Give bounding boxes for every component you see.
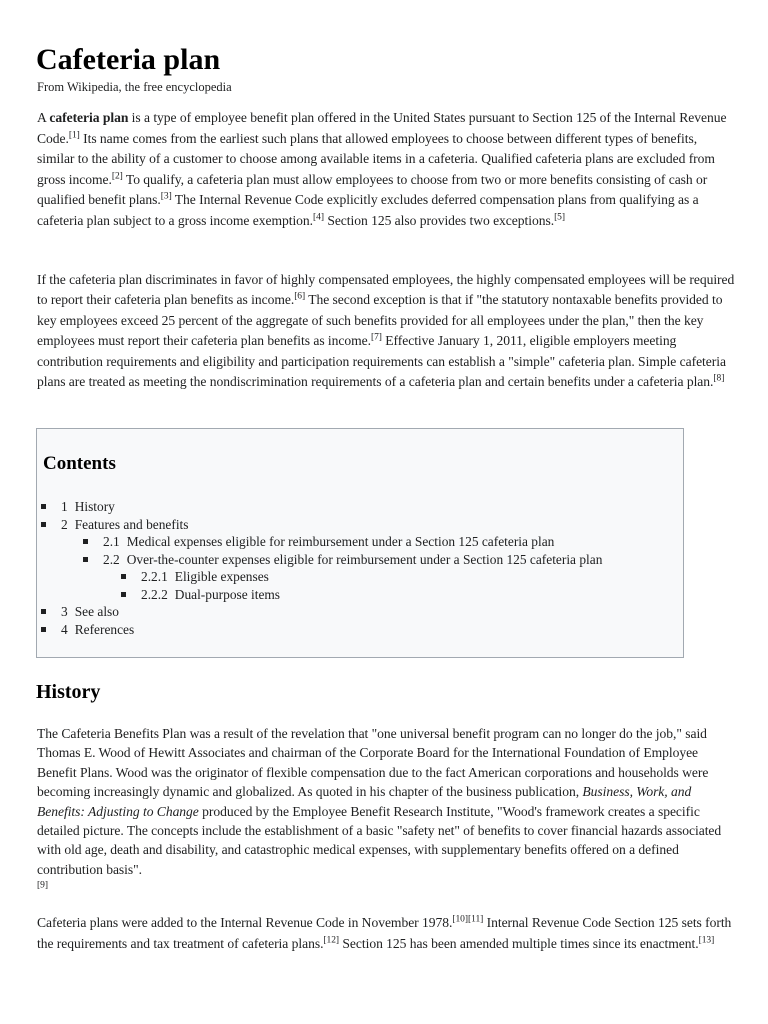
toc-label: Features and benefits — [74, 516, 189, 532]
section-heading-history: History — [36, 681, 101, 703]
toc-label: Eligible expenses — [174, 569, 269, 584]
publication-title: Business, Work, and Benefits: Adjusting to Change — [37, 784, 692, 819]
table-of-contents — [36, 428, 684, 658]
paragraph-text: The second exception is that if "the statutory nontaxable benefits provided to key employees exceed 25 percent of the aggregate of such benefits provided for all employees under the plan," then the key employees must report their cafeteria plan benefits as income. — [37, 292, 723, 349]
exceptions-paragraph — [37, 270, 737, 392]
toc-item-see-also[interactable] — [61, 603, 602, 621]
intro-text: Section 125 also provides two exceptions. — [323, 212, 555, 228]
bullet-icon — [121, 592, 126, 597]
citation-link[interactable]: [7] — [370, 332, 382, 343]
citation-link[interactable]: [8] — [713, 373, 725, 384]
citation-link[interactable]: [10] — [452, 914, 468, 925]
toc-label: Dual-purpose items — [174, 586, 281, 602]
toc-list — [61, 498, 602, 638]
intro-text: Its name comes from the earliest such plans that allowed employees to choose between different types of benefits, similar to the ability of a customer to choose among available items in a cafeteria. Qualified cafeteria plans are excluded from gross income. — [37, 130, 715, 187]
toc-number: 2.2.2 — [141, 586, 168, 602]
toc-number: 2.1 — [103, 534, 120, 549]
citation-link[interactable]: [13] — [698, 935, 715, 946]
intro-text: A — [37, 110, 50, 125]
paragraph-text: The Cafeteria Benefits Plan was a result of the revelation that "one universal benefit program can no longer do the job," said Thomas E. Wood of Hewitt Associates and chairman of the Corporate Board for the International Foundation of Employee Benefit Plans. Wood was the originator of flexible compensation due to the fact American corporations and households were becoming increasingly dynamic and globalized. As quoted in his chapter of the business publication, — [37, 726, 709, 800]
citation-link[interactable]: [5] — [554, 212, 565, 223]
bullet-icon — [83, 539, 88, 544]
toc-item-history[interactable] — [61, 498, 602, 516]
citation-link[interactable]: [4] — [313, 212, 324, 223]
toc-number: 1 — [61, 499, 68, 514]
bullet-icon — [121, 574, 126, 579]
intro-text: To qualify, a cafeteria plan must allow employees to choose from two or more benefits consisting of cash or qualified benefit plans. — [37, 171, 708, 208]
citation-link[interactable]: [9] — [37, 880, 48, 891]
term-bold: cafeteria plan — [49, 110, 129, 125]
toc-item-medical-expenses[interactable] — [103, 533, 602, 551]
toc-number: 2.2 — [103, 551, 120, 567]
toc-item-features[interactable] — [61, 516, 602, 604]
toc-item-eligible-expenses[interactable] — [141, 568, 602, 586]
citation-link[interactable]: [3] — [160, 191, 172, 202]
toc-label: History — [74, 499, 115, 514]
bullet-icon — [41, 609, 46, 614]
paragraph-text: Section 125 has been amended multiple times since its enactment. — [339, 936, 699, 951]
toc-number: 4 — [61, 621, 68, 637]
toc-label: References — [74, 621, 135, 637]
toc-label: See also — [74, 604, 119, 619]
citation-link[interactable]: [12] — [323, 935, 340, 946]
toc-item-dual-purpose[interactable] — [141, 586, 602, 604]
paragraph-text: If the cafeteria plan discriminates in favor of highly compensated employees, the highly compensated employees will be required to report their cafeteria plan benefits as income. — [37, 272, 735, 308]
toc-sublist — [103, 568, 602, 603]
citation-link[interactable]: [11] — [467, 914, 484, 925]
intro-text: is a type of employee benefit plan offered in the United States pursuant to Section 125 of the Internal Revenue Code. — [37, 110, 727, 146]
citation-link[interactable]: [2] — [111, 171, 123, 182]
bullet-icon — [41, 504, 46, 509]
page-title: Cafeteria plan — [36, 43, 221, 76]
citation-link[interactable]: [6] — [294, 291, 306, 302]
toc-item-otc-expenses[interactable] — [103, 551, 602, 604]
toc-number: 3 — [61, 604, 68, 619]
citation-link[interactable]: [1] — [68, 130, 80, 141]
intro-text: The Internal Revenue Code explicitly excludes deferred compensation plans from qualifying as a cafeteria plan subject to a gross income exemption. — [37, 192, 699, 228]
toc-label: Medical expenses eligible for reimbursement under a Section 125 cafeteria plan — [126, 534, 555, 549]
page-subtitle: From Wikipedia, the free encyclopedia — [37, 80, 232, 94]
paragraph-text: Effective January 1, 2011, eligible employers meeting contribution requirements and eligibility and participation requirements can establish a "simple" cafeteria plan. Simple cafeteria plans are treated as meeting the nondiscrimination requirements of a cafeteria plan and certain benefits under a cafeteria plan. — [37, 333, 726, 390]
toc-item-references[interactable] — [61, 621, 602, 639]
paragraph-text: Cafeteria plans were added to the Internal Revenue Code in November 1978. — [37, 915, 453, 930]
paragraph-text: produced by the Employee Benefit Research Institute, "Wood's framework creates a specific detailed picture. The concepts include the establishment of a basic "safety net" of benefits to cover financial hazards associated with old age, death and disability, and catastrophic medical expenses, with supplementary benefits offered on a defined contribution basis". — [37, 803, 722, 877]
intro-paragraph — [37, 108, 737, 232]
toc-sublist — [61, 533, 602, 603]
bullet-icon — [41, 627, 46, 632]
history-paragraph-2 — [37, 912, 737, 954]
toc-title: Contents — [43, 453, 116, 474]
bullet-icon — [41, 522, 46, 527]
paragraph-text: Internal Revenue Code Section 125 sets forth the requirements and tax treatment of cafeteria plans. — [37, 915, 732, 951]
history-paragraph — [37, 724, 737, 899]
toc-number: 2 — [61, 516, 68, 532]
toc-number: 2.2.1 — [141, 569, 168, 584]
toc-label: Over-the-counter expenses eligible for reimbursement under a Section 125 cafeteria plan — [126, 551, 603, 567]
bullet-icon — [83, 557, 88, 562]
